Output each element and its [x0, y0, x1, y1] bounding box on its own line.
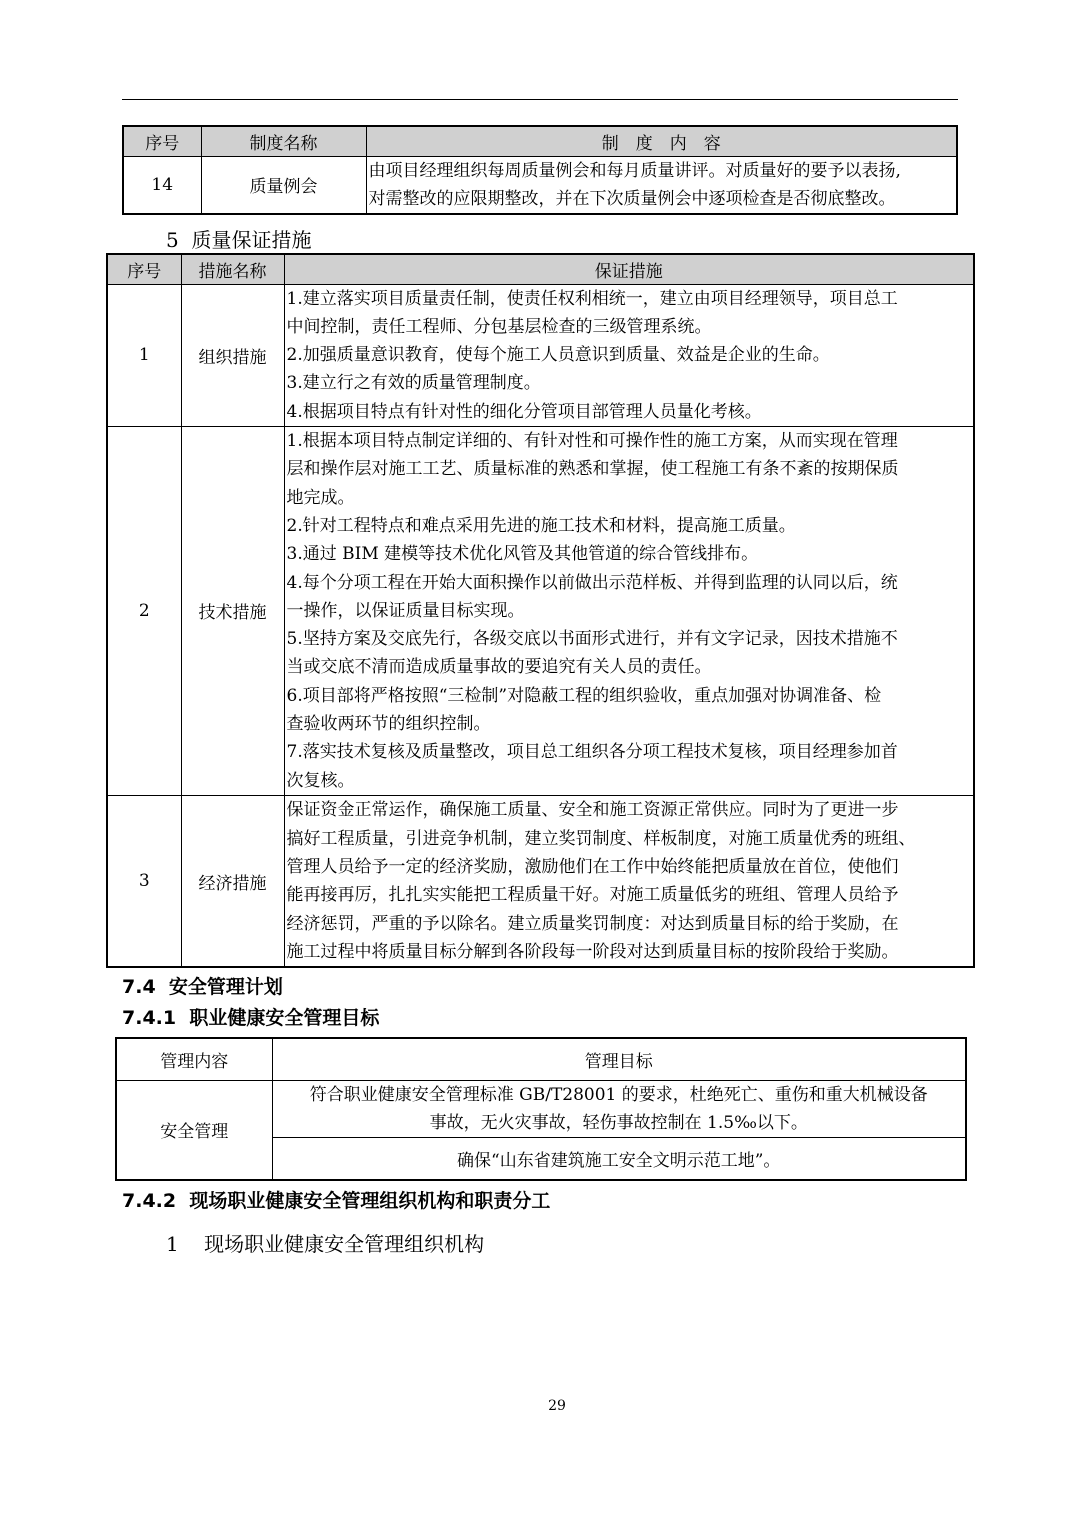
col-header-goal: 管理目标: [272, 1038, 966, 1080]
subheading-1: 1 现场职业健康安全管理组织机构: [166, 1232, 485, 1256]
col-header-system-content: 制 度 内 容: [366, 126, 957, 156]
row-name: 技术措施: [181, 426, 284, 795]
content-line: 地完成。: [286, 487, 355, 508]
heading-7-4: 7.4 安全管理计划: [122, 976, 283, 998]
safety-goals-table: [115, 1037, 967, 1181]
content-line: 查验收两环节的组织控制。: [286, 714, 491, 735]
row-no: 3: [107, 795, 181, 967]
row-content: [284, 426, 974, 795]
content-line: 2.加强质量意识教育，使每个施工人员意识到质量、效益是企业的生命。: [286, 345, 830, 366]
content-line: 中间控制，责任工程师、分包基层检查的三级管理系统。: [286, 316, 712, 337]
row-no: 14: [123, 156, 201, 214]
content-line: 能再接再厉，扎扎实实能把工程质量干好。对施工质量低劣的班组、管理人员给予: [286, 885, 899, 906]
content-line: 2.针对工程特点和难点采用先进的施工技术和材料，提高施工质量。: [286, 515, 796, 536]
content-line: 7.落实技术复核及质量整改，项目总工组织各分项工程技术复核，项目经理参加首: [286, 742, 898, 763]
col-header-no: 序号: [107, 254, 181, 284]
content-line: 4.根据项目特点有针对性的细化分管项目部管理人员量化考核。: [286, 401, 762, 422]
col-header-measures: 保证措施: [284, 254, 974, 284]
content-line: 当或交底不清而造成质量事故的要追究有关人员的责任。: [286, 657, 712, 678]
header-rule: [122, 99, 958, 100]
content-line: 符合职业健康安全管理标准 GB/T28001 的要求，杜绝死亡、重伤和重大机械设备: [309, 1084, 928, 1105]
section-5-title: 5 质量保证措施: [166, 228, 312, 252]
safety-category: 安全管理: [116, 1080, 272, 1180]
content-line: 3.建立行之有效的质量管理制度。: [286, 373, 541, 394]
regulations-table: [122, 125, 958, 215]
row-no: 1: [107, 284, 181, 426]
content-line: 搞好工程质量，引进竞争机制，建立奖罚制度、样板制度，对施工质量优秀的班组、: [286, 828, 916, 849]
col-header-no: 序号: [123, 126, 201, 156]
content-line: 1.根据本项目特点制定详细的、有针对性和可操作性的施工方案，从而实现在管理: [286, 431, 898, 452]
content-line: 5.坚持方案及交底先行，各级交底以书面形式进行，并有文字记录，因技术措施不: [286, 629, 898, 650]
safety-goal-1: [272, 1080, 966, 1138]
col-header-measure-name: 措施名称: [181, 254, 284, 284]
content-line: 事故，无火灾事故，轻伤事故控制在 1.5‰以下。: [429, 1112, 808, 1133]
content-line: 由项目经理组织每周质量例会和每月质量讲评。对质量好的要予以表扬,: [368, 160, 901, 181]
content-line: 管理人员给予一定的经济奖励，激励他们在工作中始终能把质量放在首位，使他们: [286, 856, 899, 877]
row-content: [284, 284, 974, 426]
content-line: 4.每个分项工程在开始大面积操作以前做出示范样板、并得到监理的认同以后，统: [286, 572, 898, 593]
heading-7-4-2: 7.4.2 现场职业健康安全管理组织机构和职责分工: [122, 1190, 551, 1212]
row-content: [366, 156, 957, 214]
row-name: 质量例会: [201, 156, 366, 214]
content-line: 一操作，以保证质量目标实现。: [286, 600, 525, 621]
measures-table: [106, 253, 975, 968]
row-name: 组织措施: [181, 284, 284, 426]
content-line: 保证资金正常运作，确保施工质量、安全和施工资源正常供应。同时为了更进一步: [286, 800, 899, 821]
content-line: 施工过程中将质量目标分解到各阶段每一阶段对达到质量目标的按阶段给于奖励。: [286, 941, 899, 962]
col-header-content: 管理内容: [116, 1038, 272, 1080]
row-content: [284, 795, 974, 967]
col-header-system-name: 制度名称: [201, 126, 366, 156]
content-line: 6.项目部将严格按照“三检制”对隐蔽工程的组织验收，重点加强对协调准备、检: [286, 685, 882, 706]
safety-goal-2: 确保“山东省建筑施工安全文明示范工地”。: [272, 1138, 966, 1180]
content-line: 3.通过 BIM 建模等技术优化风管及其他管道的综合管线排布。: [286, 544, 759, 565]
page-number: 29: [548, 1398, 566, 1414]
row-name: 经济措施: [181, 795, 284, 967]
content-line: 次复核。: [286, 770, 355, 791]
row-no: 2: [107, 426, 181, 795]
heading-7-4-1: 7.4.1 职业健康安全管理目标: [122, 1007, 380, 1029]
content-line: 1.建立落实项目质量责任制，使责任权利相统一，建立由项目经理领导，项目总工: [286, 288, 898, 309]
content-line: 层和操作层对施工工艺、质量标准的熟悉和掌握，使工程施工有条不紊的按期保质: [286, 459, 899, 480]
content-line: 对需整改的应限期整改，并在下次质量例会中逐项检查是否彻底整改。: [368, 188, 896, 209]
content-line: 经济惩罚，严重的予以除名。建立质量奖罚制度：对达到质量目标的给于奖励，在: [286, 913, 899, 934]
